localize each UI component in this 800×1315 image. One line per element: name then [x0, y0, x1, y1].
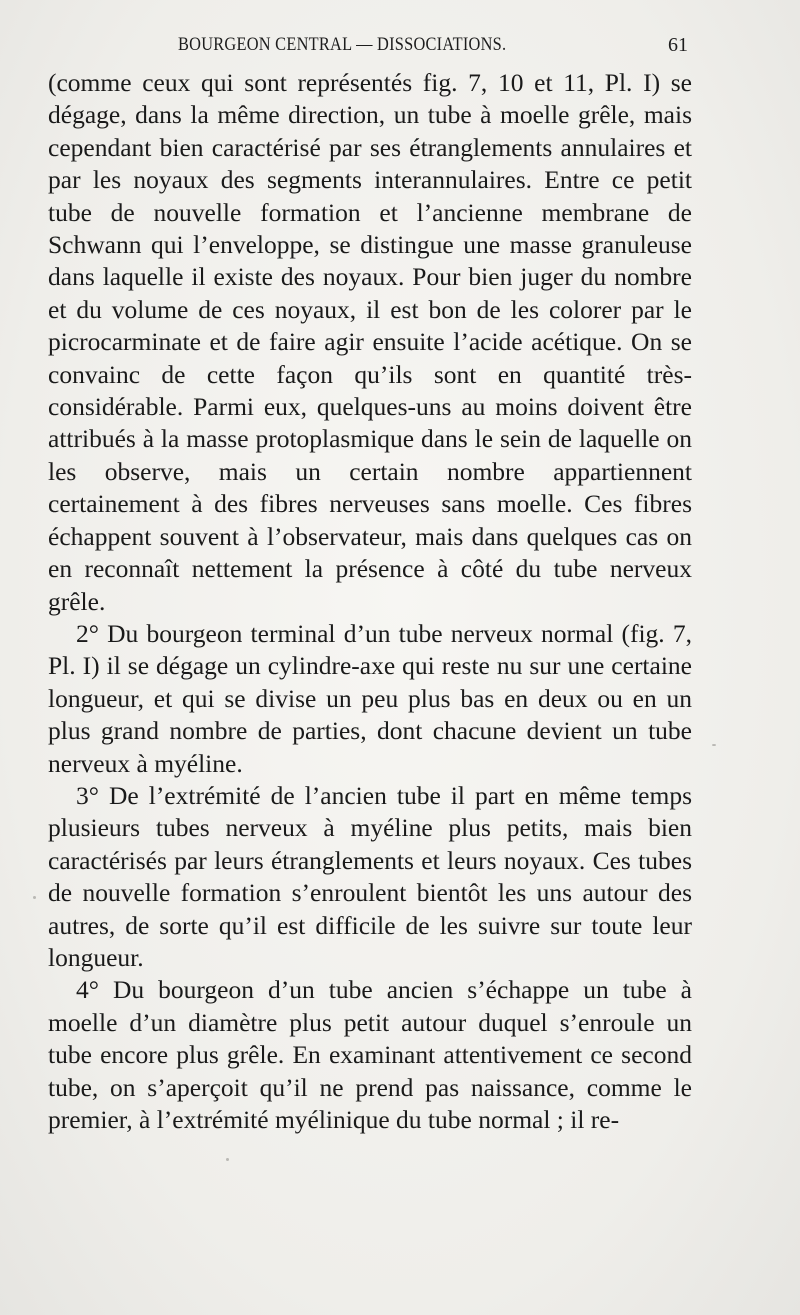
paragraph-point-3: 3° De l’extrémité de l’ancien tube il part en même temps plusieurs tubes nerveux à myéline plus petits, mais bien caractérisés par leurs étranglements et leurs noyaux. Ces tubes de nouvelle formation s’enroulent bientôt les uns autour des autres, de sorte qu’il est difficile de les suivre sur toute leur longueur.: [48, 780, 692, 972]
paper-speck: [33, 896, 36, 899]
paragraph-point-2: 2° Du bourgeon terminal d’un tube nerveux normal (fig. 7, Pl. I) il se dégage un cylindre-axe qui reste nu sur une certaine longueur, et qui se divise un peu plus bas en deux ou en un plus grand nombre de parties, dont chacune devient un tube nerveux à myéline.: [48, 618, 692, 778]
page-number: 61: [668, 34, 688, 56]
running-title: BOURGEON CENTRAL — DISSOCIATIONS.: [178, 34, 507, 55]
paragraph-continuation: (comme ceux qui sont représentés fig. 7, 10 et 11, Pl. I) se dégage, dans la même direction, un tube à moelle grêle, mais cependant bien caractérisé par ses étranglements annulaires et par les noyaux des segments interannulaires. Entre ce petit tube de nouvelle formation et l’ancienne membrane de Schwann qui l’enveloppe, se distingue une masse granuleuse dans laquelle il existe des noyaux. Pour bien juger du nombre et du volume de ces noyaux, il est bon de les colorer par le picrocarminate et de faire agir ensuite l’acide acétique. On se convainc de cette façon qu’ils sont en quantité très-considérable. Parmi eux, quelques-uns au moins doivent être attribués à la masse protoplasmique dans le sein de laquelle on les observe, mais un certain nombre appartiennent certainement à des fibres nerveuses sans moelle. Ces fibres échappent souvent à l’observateur, mais dans quelques cas on en reconnaît nettement la présence à côté du tube nerveux grêle.: [48, 68, 692, 616]
body-text: [48, 67, 692, 1136]
running-header: [48, 34, 688, 60]
paragraph-point-4: 4° Du bourgeon d’un tube ancien s’échappe un tube à moelle d’un diamètre plus petit autour duquel s’enroule un tube encore plus grêle. En examinant attentivement ce second tube, on s’aperçoit qu’il ne prend pas naissance, comme le premier, à l’extrémité myélinique du tube normal ; il re-: [48, 975, 692, 1134]
paper-speck: [226, 1158, 229, 1161]
paper-speck: [712, 744, 716, 746]
